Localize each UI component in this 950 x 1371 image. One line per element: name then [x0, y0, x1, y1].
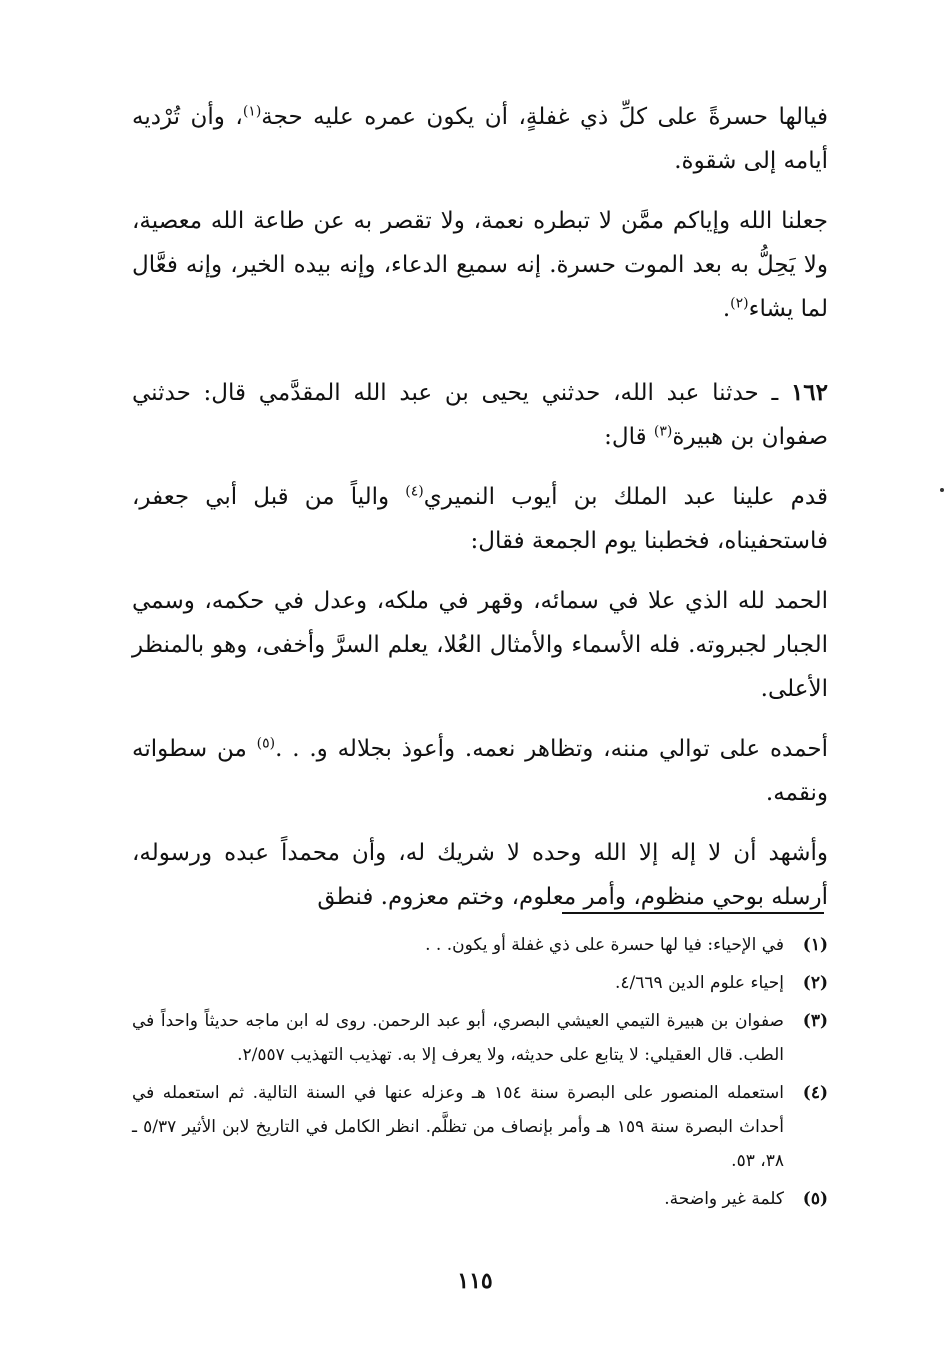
footnote-text: في الإحياء: فيا لها حسرة على ذي غفلة أو يكون. . . [425, 935, 784, 955]
scan-mark [940, 488, 944, 492]
footnote-2 [132, 966, 828, 1000]
footnote-4 [132, 1076, 828, 1178]
footnote-text: صفوان بن هبيرة التيمي العيشي البصري، أبو عبد الرحمن. روى له ابن ماجه حديثاً واحداً في الطب. قال العقيلي: لا يتابع على حديثه، ولا يعرف إلا به. تهذيب التهذيب ٢/٥٥٧. [132, 1011, 784, 1065]
paragraph-7: وأشهد أن لا إله إلا الله وحده لا شريك له، وأن محمداً عبده ورسوله، أرسله بوحي منظوم، وأمر معلوم، وختم معزوم. فنطق [132, 840, 828, 910]
hadith-number: ١٦٢ [790, 379, 828, 406]
footnote-separator [562, 912, 824, 914]
footnote-number: (٣) [802, 1011, 828, 1031]
footnote-1 [132, 928, 828, 962]
footnote-ref-4[interactable]: (٤) [405, 483, 424, 500]
footnote-ref-1[interactable]: (١) [242, 103, 262, 120]
footnote-text: استعمله المنصور على البصرة سنة ١٥٤ هـ وعزله عنها في السنة التالية. ثم استعمله في أحداث البصرة سنة ١٥٩ هـ وأمر بإنصاف من تظلَّم. انظر الكامل في التاريخ لابن الأثير ٥/٣٧ ـ ٣٨، ٥٣. [132, 1083, 784, 1171]
footnote-ref-3[interactable]: (٣) [653, 423, 673, 440]
footnote-number: (١) [802, 935, 828, 955]
footnote-5 [132, 1182, 828, 1216]
main-text [132, 95, 828, 935]
page-number: ١١٥ [457, 1268, 493, 1294]
footnote-3 [132, 1004, 828, 1072]
footnote-number: (٤) [802, 1083, 828, 1103]
paragraph-2: جعلنا الله وإياكم ممَّن لا تبطره نعمة، ولا تقصر به عن طاعة الله معصية، ولا يَحِلُّ به بعد الموت حسرة. إنه سميع الدعاء، وإنه بيده الخير، وإنه فعَّال لما يشاء$^{(٢)}$. [132, 208, 828, 322]
paragraph-4: قدم علينا عبد الملك بن أيوب النميري$^{(٤)}$ والياً من قبل أبي جعفر، فاستحفيناه، فخطبنا يوم الجمعة فقال: [132, 483, 828, 554]
paragraph-1: فيالها حسرةً على كلِّ ذي غفلةٍ، أن يكون عمره عليه حجة$^{(١)}$، وأن تُرْديه أيامه إلى شقوة. [132, 103, 829, 174]
paragraph-6: أحمده على توالي مننه، وتظاهر نعمه. وأعوذ بجلاله و. . .$^{(٥)}$ من سطواته ونقمه. [132, 735, 828, 806]
footnote-text: إحياء علوم الدين ٤/٦٦٩. [615, 973, 784, 993]
paragraph-5: الحمد لله الذي علا في سمائه، وقهر في ملكه، وعدل في حكمه، وسمي الجبار لجبروته. فله الأسماء والأمثال العُلا، يعلم السرَّ وأخفى، وهو بالمنظر الأعلى. [132, 588, 828, 702]
footnotes [132, 928, 828, 1220]
footnote-number: (٢) [802, 973, 828, 993]
footnote-ref-2[interactable]: (٢) [730, 295, 749, 312]
footnote-number: (٥) [802, 1189, 828, 1209]
footnote-text: كلمة غير واضحة. [664, 1189, 784, 1209]
hadith-162: ١٦٢ ـ حدثنا عبد الله، حدثني يحيى بن عبد الله المقدَّمي قال: حدثني صفوان بن هبيرة$^{(٣)}$ قال: [132, 379, 828, 450]
footnote-ref-5[interactable]: (٥) [256, 735, 276, 752]
